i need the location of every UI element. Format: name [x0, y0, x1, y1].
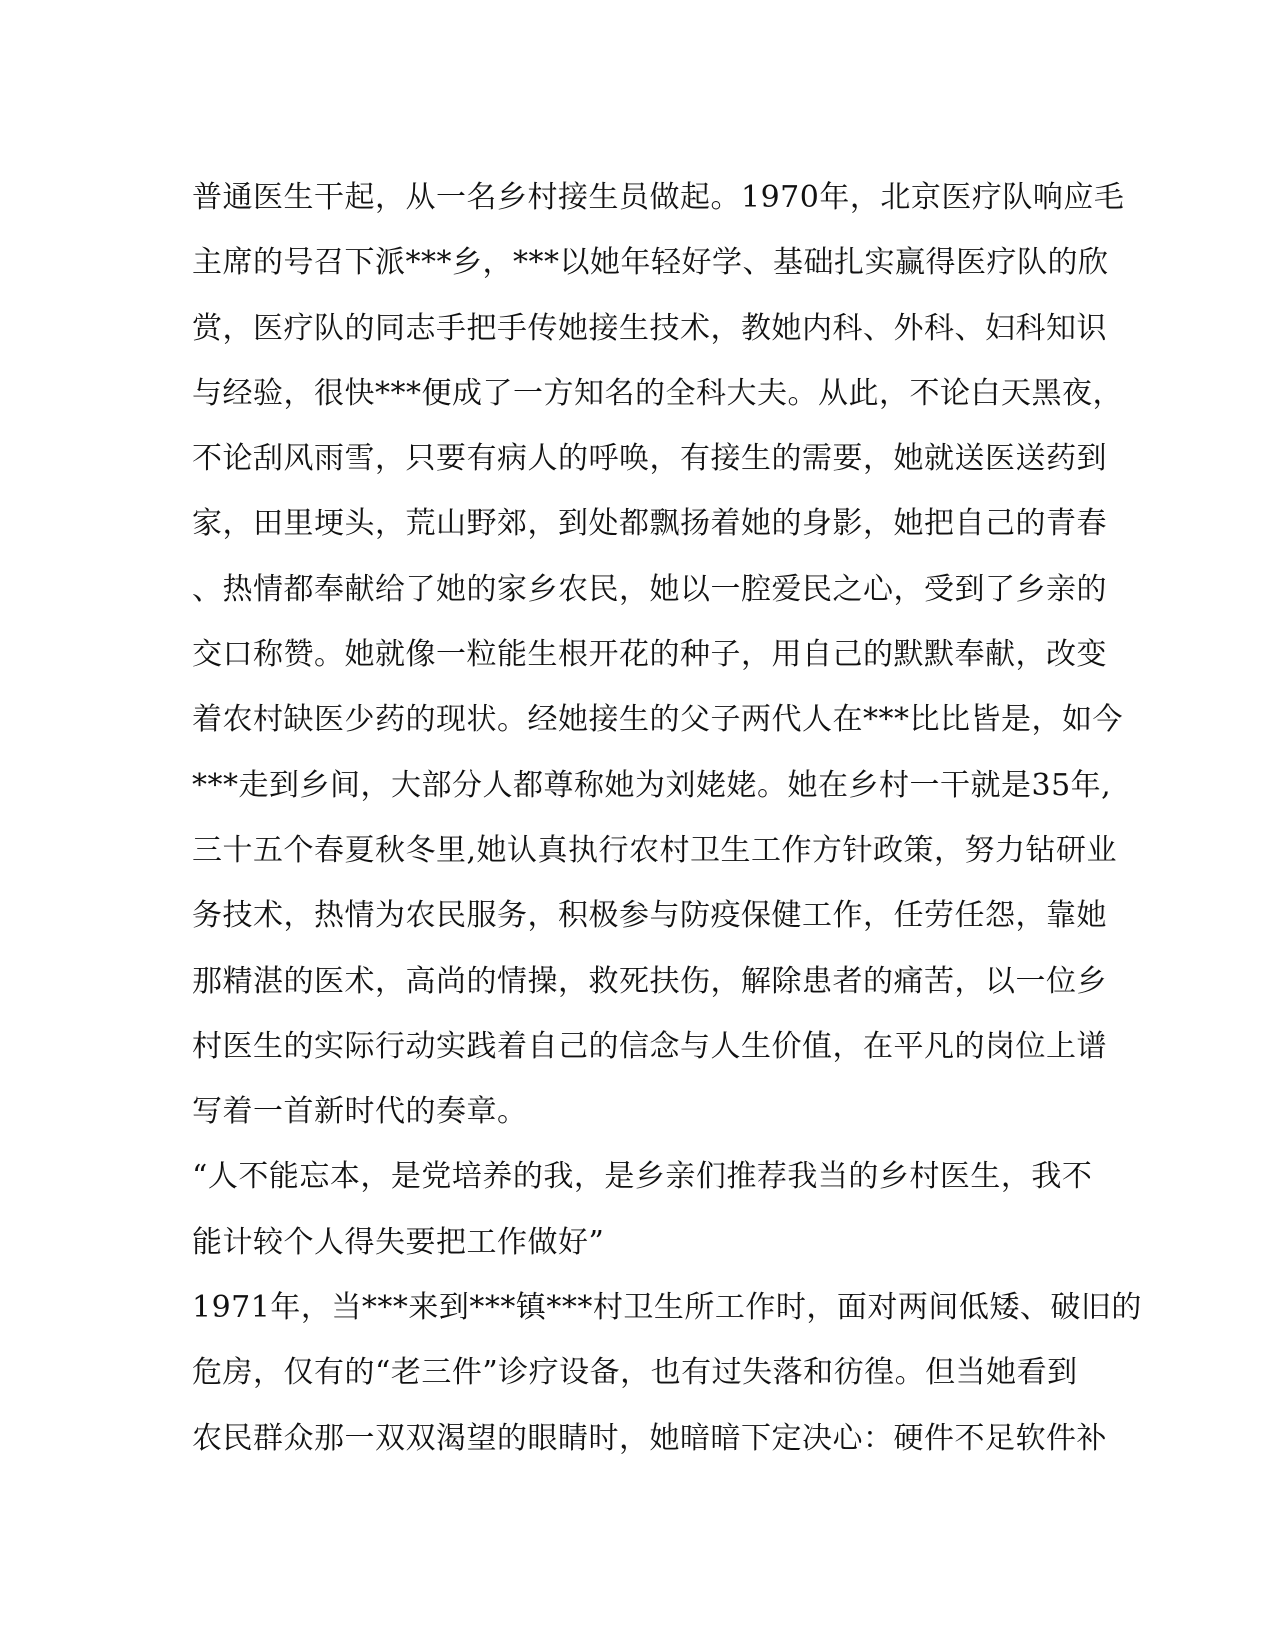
- text-line: 家，田里埂头，荒山野郊，到处都飘扬着她的身影，她把自己的青春: [192, 506, 1107, 542]
- text-line: 主席的号召下派***乡，***以她年轻好学、基础扎实赢得医疗队的欣: [192, 245, 1109, 281]
- text-line: 危房，仅有的“老三件”诊疗设备，也有过失落和彷徨。但当她看到: [192, 1355, 1078, 1391]
- text-line: 不论刮风雨雪，只要有病人的呼唤，有接生的需要，她就送医送药到: [192, 441, 1107, 477]
- text-line: 那精湛的医术，高尚的情操，救死扶伤，解除患者的痛苦，以一位乡: [192, 963, 1107, 999]
- text-line: ***走到乡间，大部分人都尊称她为刘姥姥。她在乡村一干就是35年,: [192, 767, 1112, 803]
- body-text: [192, 165, 1142, 1471]
- text-line: 普通医生干起，从一名乡村接生员做起。1970年，北京医疗队响应毛: [192, 180, 1125, 215]
- text-line: 务技术，热情为农民服务，积极参与防疫保健工作，任劳任怨，靠她: [192, 898, 1107, 934]
- text-line: 与经验，很快***便成了一方知名的全科大夫。从此，不论白天黑夜，: [192, 375, 1123, 411]
- text-line: 交口称赞。她就像一粒能生根开花的种子，用自己的默默奉献，改变: [192, 637, 1107, 673]
- text-line: 村医生的实际行动实践着自己的信念与人生价值，在平凡的岗位上谱: [192, 1028, 1107, 1064]
- text-line: 赏，医疗队的同志手把手传她接生技术，教她内科、外科、妇科知识: [192, 310, 1107, 346]
- text-line: “人不能忘本，是党培养的我，是乡亲们推荐我当的乡村医生，我不: [192, 1159, 1093, 1195]
- text-line: 三十五个春夏秋冬里,她认真执行农村卫生工作方针政策，努力钻研业: [192, 832, 1118, 868]
- text-line: 着农村缺医少药的现状。经她接生的父子两代人在***比比皆是，如今: [192, 702, 1123, 738]
- text-line: 能计较个人得失要把工作做好”: [192, 1224, 605, 1260]
- text-line: 写着一首新时代的奏章。: [192, 1094, 528, 1130]
- text-line: 农民群众那一双双渴望的眼睛时，她暗暗下定决心：硬件不足软件补: [192, 1420, 1107, 1456]
- text-line: 1971年，当***来到***镇***村卫生所工作时，面对两间低矮、破旧的: [192, 1290, 1142, 1326]
- text-line: 、热情都奉献给了她的家乡农民，她以一腔爱民之心，受到了乡亲的: [192, 571, 1107, 607]
